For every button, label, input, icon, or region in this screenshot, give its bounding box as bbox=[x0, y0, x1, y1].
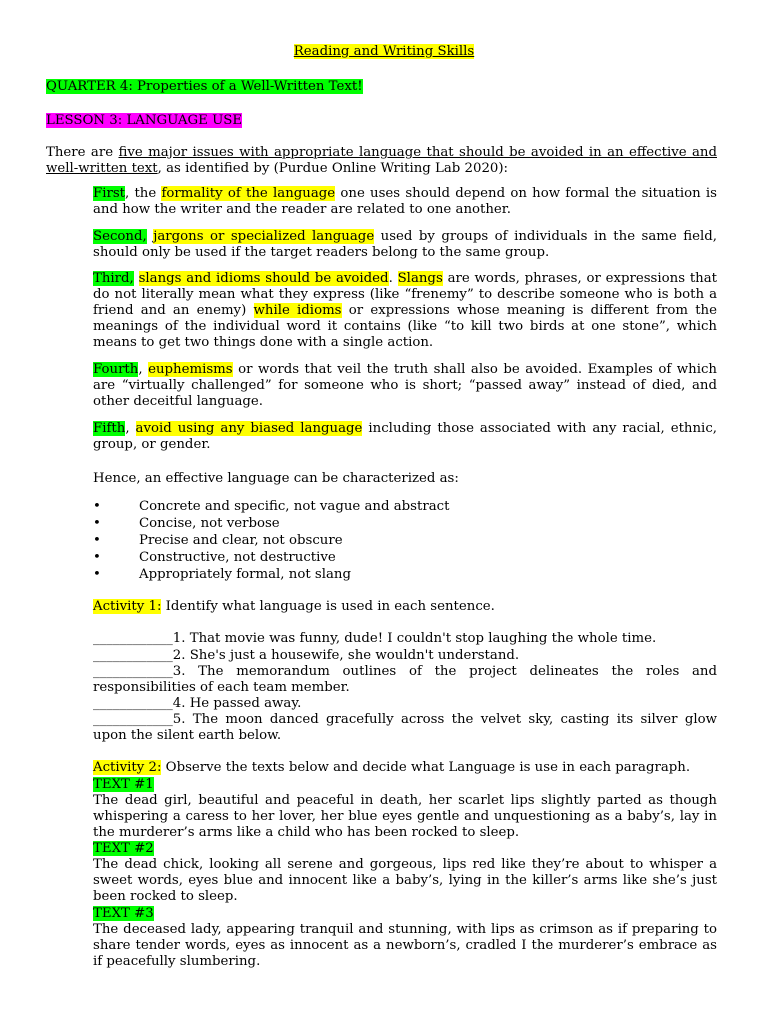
issue-sep: , the bbox=[125, 186, 162, 201]
activity2-instruction: Observe the texts below and decide what Language is use in each paragraph. bbox=[161, 760, 691, 775]
activity2-label: Activity 2: bbox=[93, 760, 162, 775]
issue-lead: Fourth bbox=[93, 362, 139, 377]
bullet-dot: • bbox=[93, 499, 101, 514]
lesson-heading bbox=[46, 113, 717, 129]
issue-highlight: formality of the language bbox=[161, 186, 336, 201]
activity1-item: ____________2. She's just a housewife, she wouldn't understand. bbox=[93, 648, 520, 663]
bullet-dot: • bbox=[93, 533, 101, 548]
issue-highlight-slangs: Slangs bbox=[397, 271, 443, 286]
bullet-dot: • bbox=[93, 516, 101, 531]
issue-highlight: jargons or specialized language bbox=[153, 229, 375, 244]
issue-mid: are words, phrases, or expressions that do not literally mean what they express (like “frenemy” to describe someone who is both a friend and an enemy) bbox=[93, 271, 717, 318]
issue-first bbox=[93, 186, 717, 218]
text2-label bbox=[93, 841, 717, 857]
issue-highlight-idioms: while idioms bbox=[253, 303, 342, 318]
quarter-heading bbox=[46, 79, 717, 95]
issue-rest: or words that veil the truth shall also be avoided. Examples of which are “virtually challenged” for someone who is short; “passed away” instead of died, and other deceitful language. bbox=[93, 362, 717, 409]
issue-third bbox=[93, 271, 717, 351]
activity1-label: Activity 1: bbox=[93, 599, 162, 614]
intro-paragraph bbox=[46, 145, 717, 177]
activity1-item: ____________4. He passed away. bbox=[93, 696, 302, 711]
bullet-item bbox=[93, 567, 717, 583]
issue-rest: one uses should depend on how formal the situation is and how the writer and the reader are related to one another. bbox=[93, 186, 717, 217]
bullet-text: Precise and clear, not obscure bbox=[139, 533, 343, 548]
issue-fifth bbox=[93, 421, 717, 453]
bullet-text: Constructive, not destructive bbox=[139, 550, 336, 565]
issue-lead: Third, bbox=[93, 271, 134, 286]
activity1-item: ____________3. The memorandum outlines of the project delineates the roles and responsibilities of each team member. bbox=[93, 664, 717, 695]
issue-highlight: euphemisms bbox=[148, 362, 233, 377]
document-title bbox=[0, 44, 768, 60]
intro-post: , as identified by (Purdue Online Writing Lab 2020): bbox=[157, 161, 509, 176]
bullet-item bbox=[93, 550, 717, 566]
quarter-text: QUARTER 4: Properties of a Well-Written Text! bbox=[46, 79, 363, 94]
text2-body: The dead chick, looking all serene and gorgeous, lips red like they’re about to whisper a sweet words, eyes blue and innocent like a baby’s, lying in the killer’s arms like she’s just been rocked to sleep. bbox=[93, 857, 717, 904]
issue-highlight: slangs and idioms should be avoided bbox=[138, 271, 389, 286]
intro-underlined: five major issues with appropriate language that should be avoided in an effective and well-written text bbox=[46, 145, 717, 176]
activity1-heading bbox=[93, 599, 717, 615]
activity1-item: ____________1. That movie was funny, dude! I couldn't stop laughing the whole time. bbox=[93, 631, 657, 646]
text3-label bbox=[93, 906, 717, 922]
text1-body: The dead girl, beautiful and peaceful in death, her scarlet lips slightly parted as though whispering a caress to her lover, her blue eyes gentle and unquestioning as a baby’s, lay in the murderer’s arms like a child who has been rocked to sleep. bbox=[93, 793, 717, 840]
text3-label-text: TEXT #3 bbox=[93, 906, 154, 921]
issue-lead: First bbox=[93, 186, 126, 201]
text1-label-text: TEXT #1 bbox=[93, 777, 154, 792]
issue-mid: . bbox=[388, 271, 398, 286]
bullet-text: Concrete and specific, not vague and abstract bbox=[139, 499, 450, 514]
bullet-item bbox=[93, 499, 717, 515]
bullet-item bbox=[93, 516, 717, 532]
issue-rest: used by groups of individuals in the same field, should only be used if the target readers belong to the same group. bbox=[93, 229, 717, 260]
issue-sep bbox=[134, 271, 139, 286]
activity1-item: ____________5. The moon danced gracefully across the velvet sky, casting its silver glow upon the silent earth below. bbox=[93, 712, 717, 743]
intro-pre: There are bbox=[46, 145, 119, 160]
issue-sep: , bbox=[125, 421, 136, 436]
bullet-text: Appropriately formal, not slang bbox=[139, 567, 351, 582]
hence-paragraph: Hence, an effective language can be characterized as: bbox=[93, 471, 459, 486]
issue-lead: Fifth bbox=[93, 421, 126, 436]
text3-body: The deceased lady, appearing tranquil and stunning, with lips as crimson as if preparing to share tender words, eyes as innocent as a newborn’s, cradled I the murderer’s embrace as if peacefully slumbering. bbox=[93, 922, 717, 969]
bullet-dot: • bbox=[93, 550, 101, 565]
text2-label-text: TEXT #2 bbox=[93, 841, 154, 856]
activity2-heading bbox=[93, 760, 717, 776]
activity1-instruction: Identify what language is used in each sentence. bbox=[161, 599, 495, 614]
issue-rest: including those associated with any racial, ethnic, group, or gender. bbox=[93, 421, 717, 452]
title-text: Reading and Writing Skills bbox=[293, 44, 475, 59]
issue-highlight: avoid using any biased language bbox=[135, 421, 363, 436]
issue-second bbox=[93, 229, 717, 261]
lesson-text: LESSON 3: LANGUAGE USE bbox=[46, 113, 243, 128]
issue-sep: , bbox=[138, 362, 149, 377]
bullet-dot: • bbox=[93, 567, 101, 582]
bullet-item bbox=[93, 533, 717, 549]
issue-fourth bbox=[93, 362, 717, 410]
text1-label bbox=[93, 777, 717, 793]
bullet-text: Concise, not verbose bbox=[139, 516, 280, 531]
issue-lead: Second, bbox=[93, 229, 147, 244]
issue-rest: or expressions whose meaning is different from the meanings of the individual word it contains (like “to kill two birds at one stone”, which means to get two things done with a single action. bbox=[93, 303, 717, 350]
